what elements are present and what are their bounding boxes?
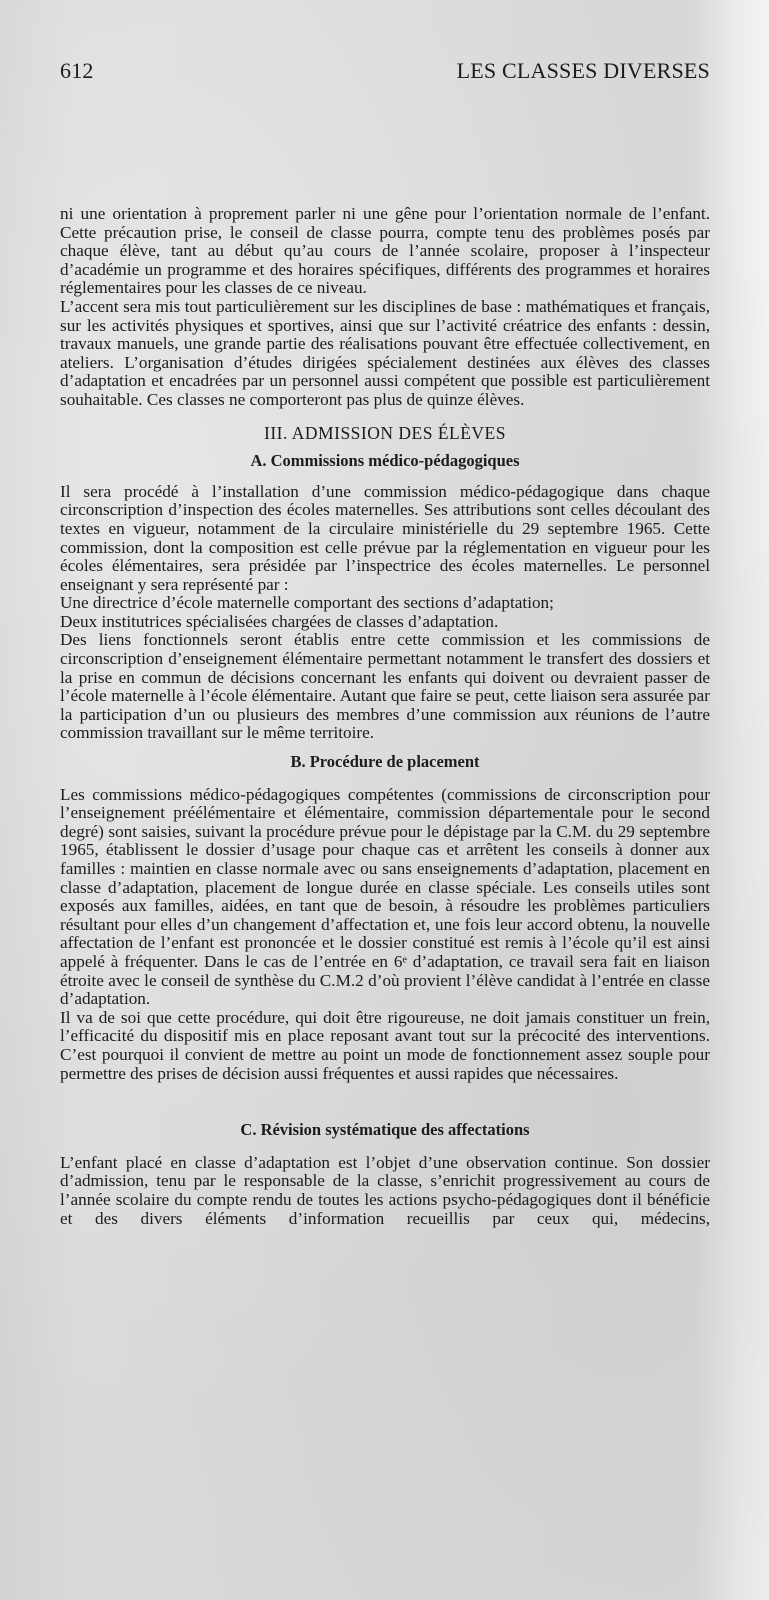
- subsection-a-paragraph-1: Il sera procédé à l’installation d’une commission médico-pédagogique dans chaque circonscription d’inspection des écoles maternelles. Ses attributions sont celles découlant des textes en vigueur, notamment de la circulaire ministérielle du 29 septembre 1965. Cette commission, dont la composition est celle prévue par la réglementation en vigueur pour les écoles élémentaires, sera présidée par l’inspectrice des écoles maternelles. Le personnel enseignant y sera représenté par :: [60, 481, 710, 594]
- subsection-heading-c: C. Révision systématique des affectations: [240, 1120, 530, 1140]
- running-head: [60, 58, 710, 88]
- intro-paragraph-2: L’accent sera mis tout particulièrement sur les disciplines de base : mathématiques et français, sur les activités physiques et sportives, ainsi que sur l’activité créatrice des enfants : dessin, travaux manuels, une grande partie des réalisations pouvant être effectuée collectivement, en ateliers. L’organisation d’études dirigées spécialement destinées aux élèves des classes d’adaptation et encadrées par un personnel aussi compétent que possible est particulièrement souhaitable. Ces classes ne comporteront pas plus de quinze élèves.: [60, 296, 710, 409]
- subsection-b-paragraph-1: Les commissions médico-pédagogiques compétentes (commissions de circonscription pour l’enseignement préélémentaire et élémentaire, commission départementale pour le second degré) sont saisies, suivant la procédure prévue pour le dépistage par la C.M. du 29 septembre 1965, établissent le dossier d’usage pour chaque cas et arrêtent les conseils à donner aux familles : maintien en classe normale avec ou sans enseignements d’adaptation, placement en classe d’adaptation, placement de longue durée en classe spéciale. Les conseils utiles sont exposés aux familles, aidées, en tant que de besoin, à résoudre les problèmes particuliers résultant pour elles d’un changement d’affectation et, une fois leur accord obtenu, la nouvelle affectation de l’enfant est prononcée et le dossier constitué est remis à l’école qu’il est ainsi appelé à fréquenter. Dans le cas de l’entrée en 6ᵉ d’adaptation, ce travail sera fait en liaison étroite avec le conseil de synthèse du C.M.2 d’où provient l’élève candidat à l’entrée en classe d’adaptation.: [60, 784, 710, 1009]
- subsection-heading-b: B. Procédure de placement: [290, 752, 480, 772]
- section-heading-iii: III. ADMISSION DES ÉLÈVES: [264, 422, 506, 443]
- intro-paragraph-1: ni une orientation à proprement parler ni une gêne pour l’orientation normale de l’enfant. Cette précaution prise, le conseil de classe pourra, compte tenu des problèmes posés par chaque élève, tant au début qu’au cours de l’année scolaire, proposer à l’inspecteur d’académie un programme et des horaires spécifiques, différents des programmes et horaires réglementaires pour les classes de ce niveau.: [60, 204, 710, 298]
- running-title: LES CLASSES DIVERSES: [456, 58, 710, 83]
- subsection-c-paragraph-1: L’enfant placé en classe d’adaptation est l’objet d’une observation continue. Son dossier d’admission, tenu par le responsable de la classe, s’enrichit progressivement au cours de l’année scolaire du compte rendu de toutes les actions psycho-pédagogiques dont il bénéficie et des divers éléments d’information recueillis par ceux qui, médecins,: [60, 1152, 710, 1228]
- subsection-a-list-item-2: Deux institutrices spécialisées chargées de classes d’adaptation.: [60, 611, 499, 631]
- body-text: [60, 205, 710, 1228]
- subsection-b-paragraph-2: Il va de soi que cette procédure, qui doit être rigoureuse, ne doit jamais constituer un frein, l’efficacité du dispositif mis en place reposant avant tout sur la précocité des interventions. C’est pourquoi il convient de mettre au point un mode de fonctionnement assez souple pour permettre des prises de décision aussi fréquentes et aussi rapides que nécessaires.: [60, 1007, 710, 1083]
- subsection-a-list-item-1: Une directrice d’école maternelle comportant des sections d’adaptation;: [60, 593, 554, 613]
- subsection-heading-a: A. Commissions médico-pédagogiques: [250, 451, 520, 471]
- page-number: 612: [60, 58, 94, 83]
- subsection-a-paragraph-2: Des liens fonctionnels seront établis entre cette commission et les commissions de circonscription d’enseignement élémentaire permettant notamment le transfert des dossiers et la prise en commun de décisions concernant les enfants qui doivent ou devraient passer de l’école maternelle à l’école élémentaire. Autant que faire se peut, cette liaison sera assurée par la participation d’un ou plusieurs des membres d’une commission aux réunions de l’autre commission travaillant sur le même territoire.: [60, 630, 710, 743]
